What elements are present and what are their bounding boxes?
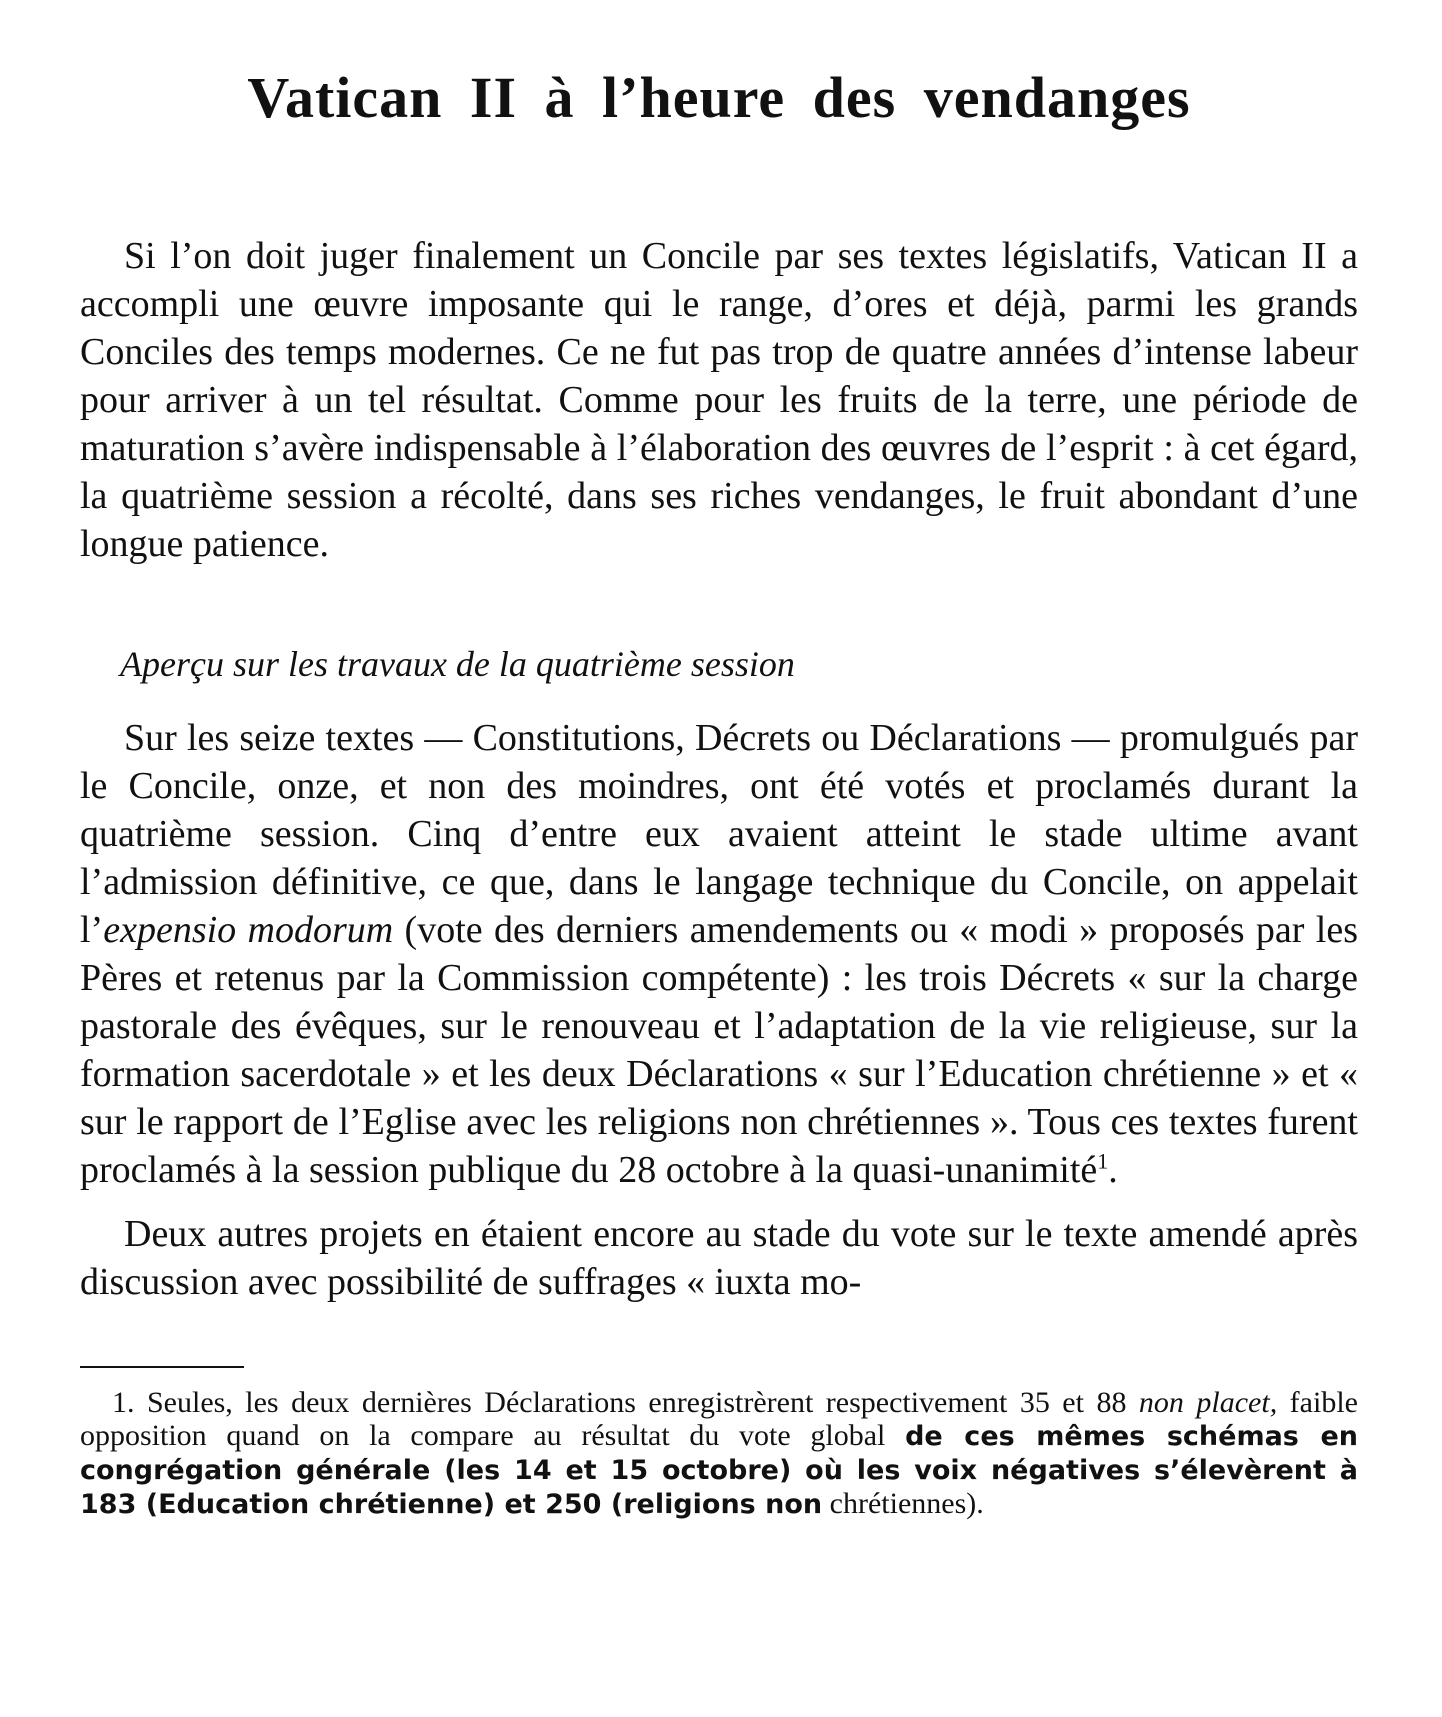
paragraph-text-a: Sur les seize textes — Constitutions, Décrets ou Déclarations — promulgués par le Concile, onze, et non des moindres, ont été votés et proclamés durant la quatrième session. Cinq d’entre eux avaient atteint le stade ultime avant l’admission définitive, ce que, dans le langage technique du Concile, on appelait l’ bbox=[80, 717, 1358, 951]
footnote-italic: non placet, bbox=[1138, 1386, 1278, 1419]
latin-term: expensio modorum bbox=[103, 909, 394, 951]
paragraph-text-b: (vote des derniers amendements ou « modi » proposés par les Pères et retenus par la Commission compétente) : les trois Décrets « sur la charge pastorale des évêques, sur le renouveau et l’adaptation de la vie religieuse, sur la formation sacerdotale » et les deux Déclarations « sur l’Education chrétienne » et « sur le rapport de l’Eglise avec les religions non chrétiennes ». Tous ces textes furent proclamés à la session publique du 28 octobre à la quasi-unanimité bbox=[80, 909, 1358, 1191]
paragraph-text-end: . bbox=[1108, 1149, 1118, 1191]
paragraph-intro: Si l’on doit juger finalement un Concile par ses textes législatifs, Vatican II a accompli une œuvre imposante qui le range, d’ores et déjà, parmi les grands Conciles des temps modernes. Ce ne fut pas trop de quatre années d’intense labeur pour arriver à un tel résultat. Comme pour les fruits de la terre, une période de maturation s’avère indispensable à l’élaboration des œuvres de l’esprit : à cet égard, la quatrième session a récolté, dans ses riches vendanges, le fruit abondant d’une longue patience. bbox=[80, 235, 1358, 565]
paragraph-other-projects: Deux autres projets en étaient encore au stade du vote sur le texte amendé après discussion avec possibilité de suffrages « iuxta mo- bbox=[80, 1213, 1358, 1303]
footnote-tail: chrétiennes). bbox=[822, 1487, 984, 1520]
footnote-reference[interactable]: 1 bbox=[1097, 1148, 1109, 1174]
footnote-middle: faible opposition quand on la compare au résultat du vote global bbox=[80, 1386, 1358, 1452]
document-page bbox=[80, 60, 1358, 1551]
footnote-bold: de ces mêmes schémas en congrégation générale (les 14 et 15 octobre) où les voix négatives s’élevèrent à 183 (Education chrétienne) et 250 (religions non bbox=[80, 1421, 1358, 1520]
section-heading: Aperçu sur les travaux de la quatrième session bbox=[120, 644, 795, 684]
footnote-divider bbox=[80, 1366, 244, 1368]
footnote bbox=[80, 1386, 1358, 1521]
paragraph-texts-overview bbox=[80, 714, 1358, 1194]
page-title: Vatican II à l’heure des vendanges bbox=[247, 65, 1191, 130]
footnote-lead: 1. Seules, les deux dernières Déclarations enregistrèrent respectivement 35 et 88 bbox=[112, 1386, 1139, 1419]
